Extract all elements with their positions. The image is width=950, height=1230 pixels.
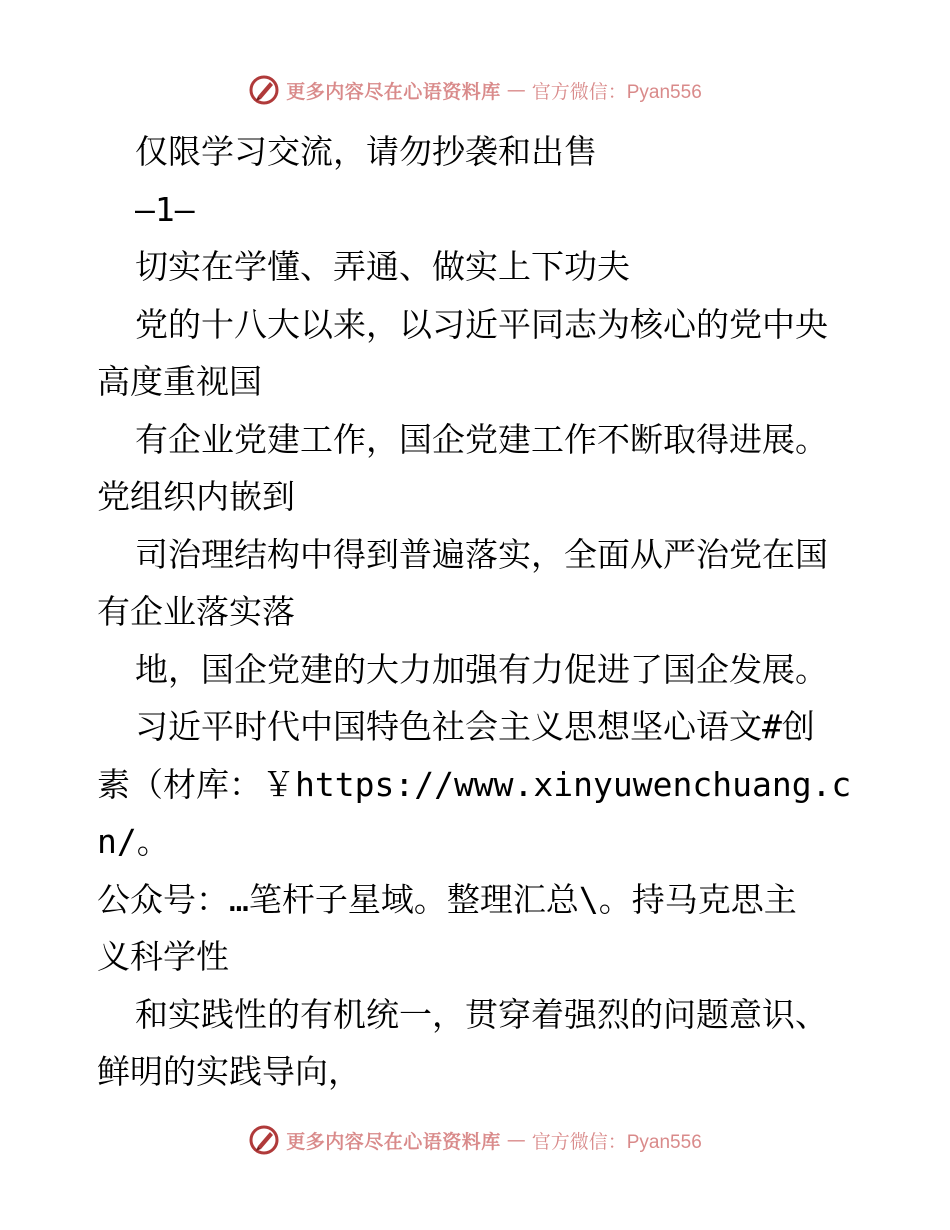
document-body <box>97 123 857 1101</box>
text-line: 和实践性的有机统一，贯穿着强烈的问题意识、 <box>135 994 828 1034</box>
text-line: 鲜明的实践导向， <box>97 1052 361 1091</box>
header-watermark <box>0 70 950 110</box>
text-line: 党的十八大以来，以习近平同志为核心的党中央 <box>135 304 828 344</box>
text-line: 司治理结构中得到普遍落实，全面从严治党在国 <box>135 534 828 574</box>
watermark-text: 更多内容尽在心语资料库 <box>286 80 501 103</box>
text-line: 习近平时代中国特色社会主义思想坚心语文#创 <box>135 707 815 746</box>
watermark-text: 更多内容尽在心语资料库 <box>286 1130 501 1153</box>
text-line: 义科学性 <box>97 937 229 976</box>
page-number: —1— <box>135 189 195 229</box>
watermark-separator: — <box>506 79 526 101</box>
text-line: 有企业落实落 <box>97 592 295 631</box>
text-line: 党组织内嵌到 <box>97 477 295 516</box>
text-line: 素（材库：￥https://www.xinyuwenchuang.cn/。 <box>97 764 852 861</box>
text-line: 有企业党建工作，国企党建工作不断取得进展。 <box>135 419 828 459</box>
footer-watermark <box>0 1120 950 1160</box>
text-line: 公众号：…笔杆子星域。整理汇总\。持马克思主 <box>97 879 797 919</box>
text-line: 仅限学习交流，请勿抄袭和出售 <box>135 132 597 171</box>
text-line: 高度重视国 <box>97 362 262 401</box>
text-line: 地，国企党建的大力加强有力促进了国企发展。 <box>135 649 828 689</box>
section-heading: 切实在学懂、弄通、做实上下功夫 <box>135 247 630 286</box>
pen-logo-icon <box>248 74 280 106</box>
pen-logo-icon <box>248 1124 280 1156</box>
watermark-separator: — <box>506 1129 526 1151</box>
watermark-contact: 官方微信：Pyan556 <box>531 1131 702 1153</box>
watermark-contact: 官方微信：Pyan556 <box>531 81 702 103</box>
